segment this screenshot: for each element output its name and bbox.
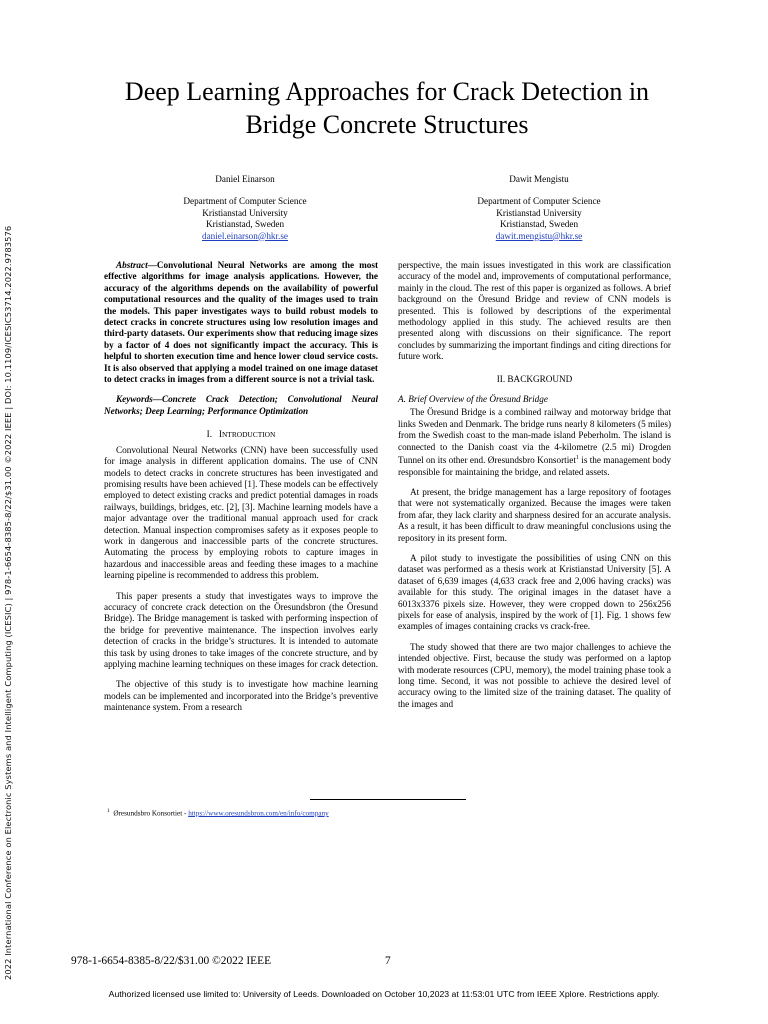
footnote-rule <box>310 799 466 800</box>
paragraph-text: is the management body responsible for maintaining the bridge, and related assets. <box>398 455 672 477</box>
footnote <box>107 807 507 818</box>
author-univ: Kristianstad University <box>496 207 582 218</box>
page-number: 7 <box>385 955 391 967</box>
author-dept: Department of Computer Science <box>477 196 601 207</box>
author-email-link[interactable]: dawit.mengistu@hkr.se <box>495 230 583 241</box>
subsection-heading: A. Brief Overview of the Öresund Bridge <box>398 394 548 405</box>
author-univ: Kristianstad University <box>202 207 288 218</box>
abstract <box>104 260 378 385</box>
author-location: Kristianstad, Sweden <box>499 219 579 230</box>
author-block-1 <box>130 174 360 242</box>
right-column <box>398 260 671 710</box>
section-heading-background: II. BACKGROUND <box>496 373 573 384</box>
paragraph: perspective, the main issues investigated in this work are classification accuracy of the model and, improvements of computational performance, mainly in the cloud. The rest of this paper is organized as follows. A brief background on the Öresund Bridge and review of CNN models is presented. This is followed by descriptions of the experimental methodology applied in this study. The achieved results are then presented along with discussions on their significance. The report concludes by summarizing the important findings and citing directions for future work. <box>398 260 671 362</box>
paragraph: The objective of this study is to investigate how machine learning models can be implemented and incorporated into the Bridge’s preventive maintenance system. From a research <box>104 679 378 713</box>
paragraph: The study showed that there are two major challenges to achieve the intended objective. First, because the study was performed on a laptop with moderate resources (CPU, memory), the model training phase took a long time. Second, it was not possible to achieve the desired level of accuracy owing to the limited size of the training dataset. The quality of the images and <box>398 641 671 709</box>
author-dept: Department of Computer Science <box>183 196 307 207</box>
footnote-text: Øresundsbro Konsortiet - <box>113 809 189 818</box>
heading-rest: NTRODUCTION <box>221 430 276 440</box>
footnote-link[interactable]: https://www.oresundsbron.com/en/info/company <box>188 809 329 818</box>
heading-number: I. <box>206 429 213 440</box>
footnote-number: 1 <box>107 808 110 814</box>
paragraph <box>398 407 671 478</box>
paragraph: A pilot study to investigate the possibilities of using CNN on this dataset was performed as a thesis work at Kristianstad University [5]. A dataset of 6,639 images (4,633 crack free and 2,006 having cracks) was available for this study. The original images in the dataset have a 6013x3376 pixels size. However, they were cropped down to 256x256 pixels for ease of analysis, inspired by the work of [1]. Fig. 1 shows few examples of images containing cracks vs crack-free. <box>398 553 671 632</box>
left-column <box>104 260 378 714</box>
keywords-dash: — <box>152 394 162 405</box>
title-line-2: Bridge Concrete Structures <box>245 110 529 139</box>
keywords <box>104 394 378 417</box>
title-line-1: Deep Learning Approaches for Crack Detection in <box>124 77 650 106</box>
heading-first-letter: I <box>218 429 222 440</box>
keywords-text: Concrete Crack Detection; Convolutional Neural Networks; Deep Learning; Performance Optimization <box>104 394 378 416</box>
paragraph: At present, the bridge management has a large repository of footages that were not systematically organized. Because the images were taken from afar, they lack clarity and sharpness desired for an accurate analysis. As a result, it has been difficult to draw meaningful conclusions using the repository in its present form. <box>398 486 671 543</box>
abstract-text: Convolutional Neural Networks are among the most effective algorithms for image analysis applications. However, the accuracy of the algorithms depends on the availability of powerful computational resources and the quality of the images used to train the models. This paper investigates ways to build robust models to detect cracks in concrete structures using low resolution images and third-party datasets. Our experiments show that reducing image sizes by a factor of 4 does not significantly impact the accuracy. This is helpful to shorten execution time and hence lower cloud service costs. It is also observed that applying a model trained on one image dataset to detect cracks in images from a different source is not a trivial task. <box>104 260 378 385</box>
paragraph-text: The Öresund Bridge is a combined railway and motorway bridge that links Sweden and Denmark. The bridge runs nearly 8 kilometers (5 miles) from the Swedish coast to the man-made island Peberholm. The island is connected to the Danish coast via the 4-kilometre (2.5 mi) Drogden Tunnel on its other end. Øresundsbro Konsortiet <box>398 407 671 466</box>
sidebar-citation: 2022 International Conference on Electronic Systems and Intelligent Computing (ICESIC) | 978-1-6654-8385-8/22/$31.00 ©2022 IEEE | DOI: 10.1109/ICESIC53714.2022.9783576 <box>3 225 13 980</box>
author-email-link[interactable]: daniel.einarson@hkr.se <box>201 230 289 241</box>
paragraph: Convolutional Neural Networks (CNN) have been successfully used for image analysis in different application domains. The use of CNN models to detect cracks in concrete structures has been investigated and promising results have been achieved [1]. These models can be effectively employed to detect existing cracks and predict potential damages in roads railways, buildings, bridges, etc. [2], [3]. Machine learning models have a major advantage over the traditional manual approach used for crack detection. Manual inspection compromises safety as it exposes people to work in dangerous and inaccessible parts of the concrete structures. Automating the process by employing robots to capture images in hazardous and inaccessible areas and feeding these images to a machine learning pipeline is recommended to address this problem. <box>104 444 378 581</box>
author-block-2 <box>424 174 654 242</box>
paper-title <box>60 75 714 141</box>
keywords-label: Keywords <box>116 394 153 405</box>
isbn-copyright: 978-1-6654-8385-8/22/$31.00 ©2022 IEEE <box>71 955 272 967</box>
author-name: Daniel Einarson <box>215 174 275 184</box>
paragraph: This paper presents a study that investigates ways to improve the accuracy of concrete crack detection on the Öresundsbron (the Öresund Bridge). The Bridge management is tasked with performing inspection of the bridge for preventive maintenance. The inspection involves early detection of cracks in the bridge’s structures. It is intended to automate this task by using drones to take images of the concrete structure, and by applying machine learning techniques on these images for crack detection. <box>104 590 378 669</box>
abstract-label: Abstract <box>116 260 148 270</box>
footnote-marker: 1 <box>575 455 579 462</box>
license-notice: Authorized licensed use limited to: University of Leeds. Downloaded on October 10,2023 at 11:53:01 UTC from IEEE Xplore. Restrictions apply. <box>108 989 660 999</box>
author-location: Kristianstad, Sweden <box>205 219 285 230</box>
abstract-dash: — <box>147 260 157 270</box>
author-name: Dawit Mengistu <box>509 174 569 184</box>
section-heading-introduction <box>104 429 378 440</box>
